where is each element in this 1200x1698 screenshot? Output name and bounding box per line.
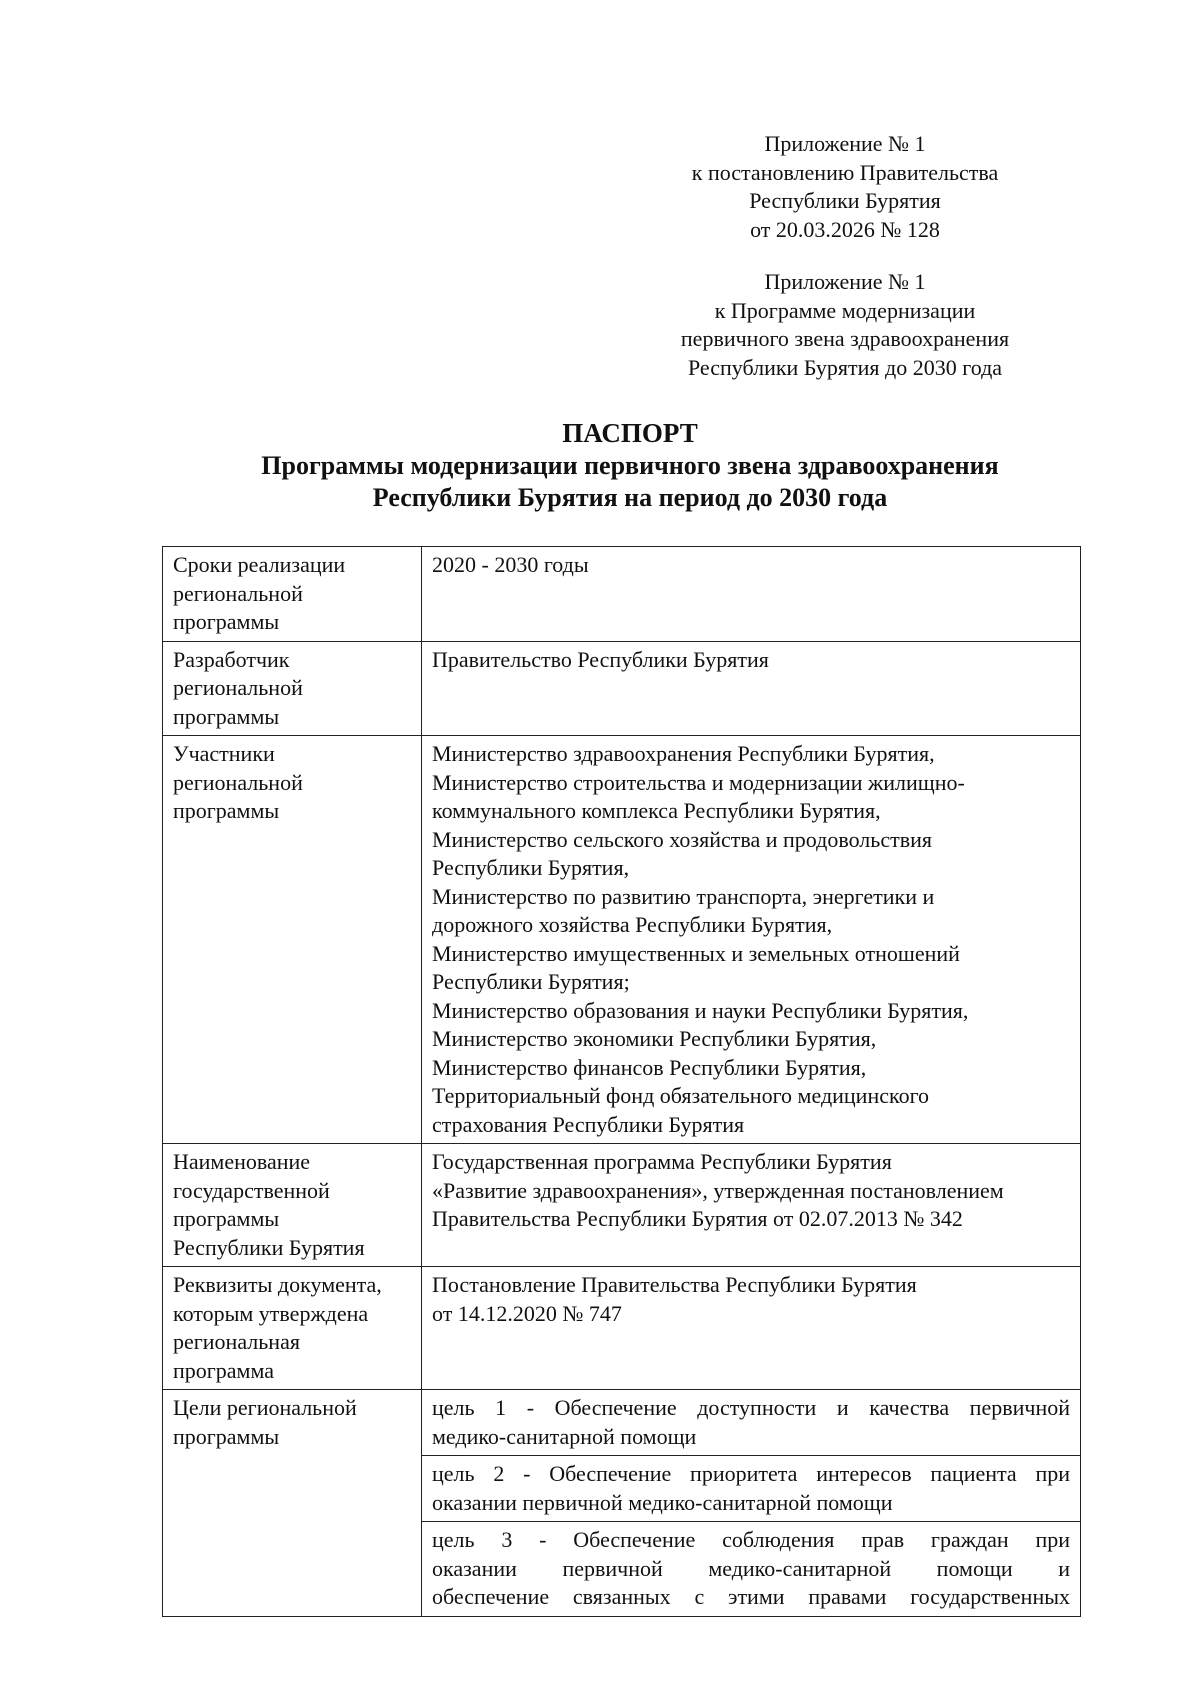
goal-line: оказании первичной медико-санитарной помощи (432, 1489, 893, 1515)
row-value (422, 1267, 1081, 1390)
value-line: Правительства Республики Бурятия от 02.07.2013 № 342 (432, 1206, 963, 1231)
appendix-decree-header (640, 130, 1050, 244)
label-line: программы (173, 1206, 280, 1231)
label-line: Участники (173, 741, 275, 766)
table-row (163, 1144, 1081, 1267)
goal-line: цель 1 - Обеспечение доступности и качества первичной (432, 1395, 1070, 1420)
appendix-line: Приложение № 1 (764, 131, 926, 156)
goal-line: цель 2 - Обеспечение приоритета интересов пациента при (432, 1461, 1070, 1486)
value-line: Республики Бурятия, (432, 855, 630, 880)
row-value (422, 1144, 1081, 1267)
goal-line: обеспечение связанных с этими правами государственных (432, 1584, 1070, 1609)
goal-line: медико-санитарной помощи (432, 1423, 697, 1449)
label-line: программы (173, 1423, 280, 1449)
label-line: программы (173, 703, 280, 729)
passport-table (162, 546, 1081, 1617)
label-line: государственной (173, 1177, 330, 1203)
label-line: программы (173, 609, 280, 634)
goals-cell (422, 1390, 1081, 1617)
row-value (422, 736, 1081, 1144)
label-line: региональной (173, 675, 303, 700)
value-line: Министерство сельского хозяйства и продовольствия (432, 826, 932, 852)
title-line: Республики Бурятия на период до 2030 года (372, 483, 888, 512)
value-line: Министерство по развитию транспорта, энергетики и (432, 883, 935, 909)
value-line: Министерство экономики Республики Бурятия, (432, 1026, 877, 1051)
label-line: Наименование (173, 1149, 311, 1174)
row-value (422, 547, 1081, 642)
appendix-line: от 20.03.2026 № 128 (750, 216, 940, 242)
title-line: Программы модернизации первичного звена здравоохранения (261, 451, 999, 480)
value-line: Территориальный фонд обязательного медицинского (432, 1083, 930, 1108)
title-main: ПАСПОРТ (562, 418, 698, 448)
table-row (163, 547, 1081, 642)
row-label (163, 1390, 422, 1617)
value-line: дорожного хозяйства Республики Бурятия, (432, 912, 833, 937)
value-line: Министерство имущественных и земельных отношений (432, 940, 960, 966)
value-line: Государственная программа Республики Бурятия (432, 1149, 892, 1174)
label-line: которым утверждена (173, 1300, 369, 1326)
value-line: Министерство образования и науки Республики Бурятия, (432, 997, 969, 1023)
table-row (163, 641, 1081, 736)
label-line: программы (173, 798, 280, 823)
appendix-line: к Программе модернизации (714, 297, 976, 323)
label-line: программа (173, 1357, 275, 1383)
label-line: региональной (173, 580, 303, 606)
value-line: страхования Республики Бурятия (432, 1111, 745, 1137)
appendix-line: первичного звена здравоохранения (680, 326, 1010, 351)
value-line: Республики Бурятия; (432, 969, 630, 994)
label-line: региональная (173, 1329, 300, 1354)
value-line: от 14.12.2020 № 747 (432, 1300, 622, 1326)
row-label (163, 547, 422, 642)
row-label (163, 1144, 422, 1267)
label-line: региональной (173, 769, 303, 795)
goal-line: цель 3 - Обеспечение соблюдения прав граждан при (432, 1527, 1070, 1552)
value-line: Министерство строительства и модернизации жилищно- (432, 769, 965, 795)
value-line: Министерство здравоохранения Республики Бурятия, (432, 741, 935, 766)
table-row (163, 736, 1081, 1144)
value-line: «Развитие здравоохранения», утвержденная постановлением (432, 1177, 1004, 1203)
label-line: Цели региональной (173, 1395, 357, 1420)
value-line: Министерство финансов Республики Бурятия, (432, 1054, 867, 1080)
label-line: Сроки реализации (173, 552, 346, 577)
appendix-program-header (640, 268, 1050, 382)
appendix-line: к постановлению Правительства (691, 159, 999, 185)
goal-item (422, 1456, 1080, 1522)
value-line: 2020 - 2030 годы (432, 552, 589, 577)
appendix-line: Республики Бурятия до 2030 года (687, 354, 1003, 380)
row-label (163, 736, 422, 1144)
table-row (163, 1267, 1081, 1390)
table-row-goals (163, 1390, 1081, 1617)
value-line: Постановление Правительства Республики Бурятия (432, 1272, 917, 1297)
label-line: Реквизиты документа, (173, 1272, 382, 1297)
value-line: коммунального комплекса Республики Бурятия, (432, 798, 881, 823)
label-line: Разработчик (173, 646, 290, 672)
appendix-line: Приложение № 1 (764, 269, 926, 294)
row-label (163, 1267, 422, 1390)
row-value (422, 641, 1081, 736)
goal-item (422, 1390, 1080, 1456)
document-title (160, 416, 1100, 514)
appendix-line: Республики Бурятия (749, 188, 941, 213)
goal-item (422, 1522, 1080, 1616)
value-line: Правительство Республики Бурятия (432, 646, 769, 672)
goal-line: оказании первичной медико-санитарной помощи и (432, 1555, 1070, 1581)
label-line: Республики Бурятия (173, 1234, 365, 1260)
row-label (163, 641, 422, 736)
